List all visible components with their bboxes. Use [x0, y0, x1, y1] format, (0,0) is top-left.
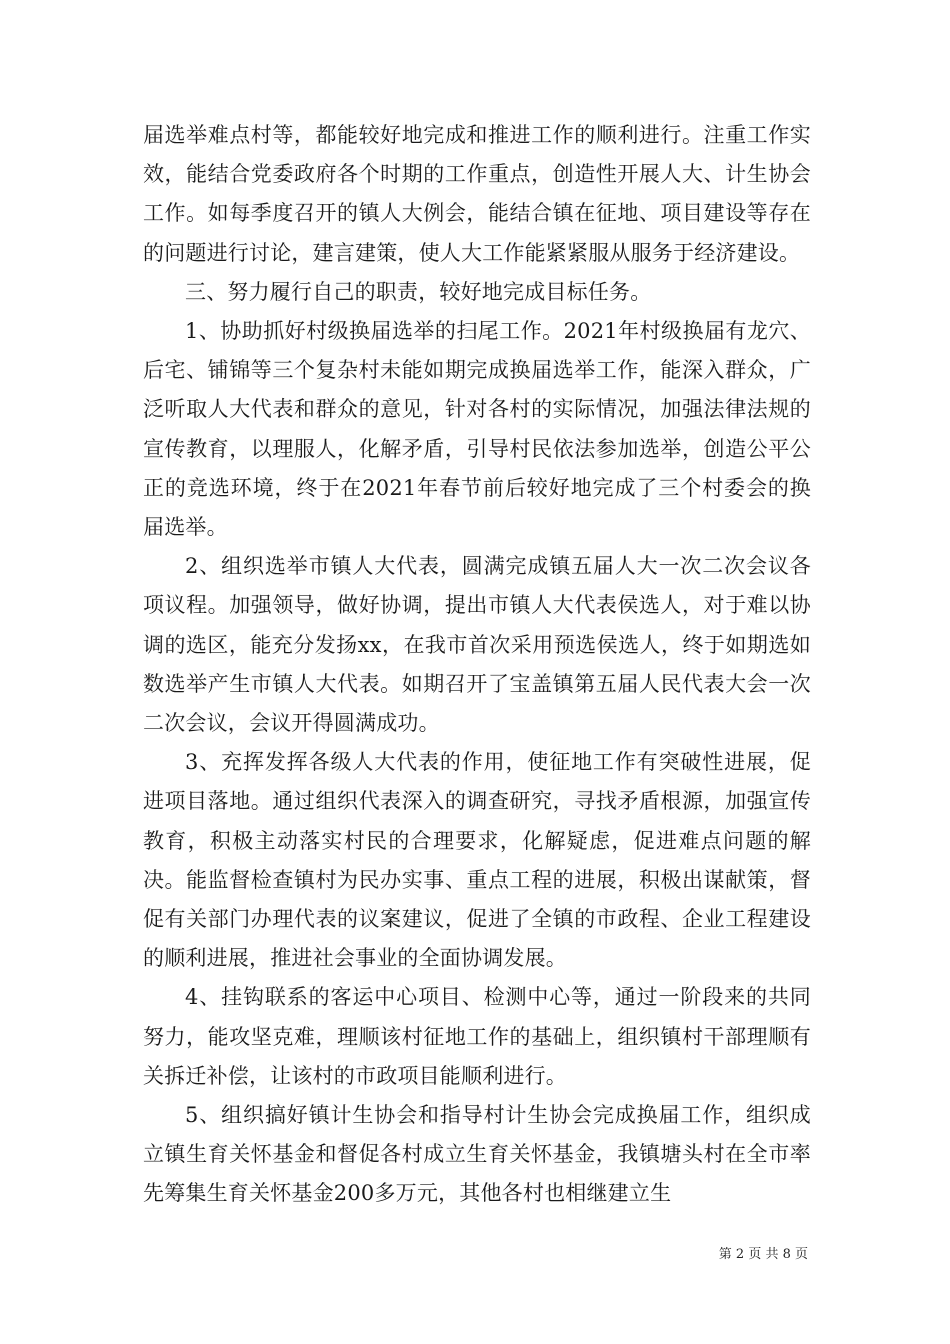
page-number-footer: 第 2 页 共 8 页 [718, 1247, 808, 1262]
document-body [143, 116, 811, 1214]
paragraph-continuation: 届选举难点村等，都能较好地完成和推进工作的顺利进行。注重工作实效，能结合党委政府各个时期的工作重点，创造性开展人大、计生协会工作。如每季度召开的镇人大例会，能结合镇在征地、项目建设等存在的问题进行讨论，建言建策，使人大工作能紧紧服从服务于经济建设。 [143, 123, 811, 265]
paragraph-item-2: 2、组织选举市镇人大代表，圆满完成镇五届人大一次二次会议各项议程。加强领导，做好协调，提出市镇人大代表侯选人，对于难以协调的选区，能充分发扬xx，在我市首次采用预选侯选人，终于如期选如数选举产生市镇人大代表。如期召开了宝盖镇第五届人民代表大会一次二次会议，会议开得圆满成功。 [143, 554, 811, 736]
paragraph-item-4: 4、挂钩联系的客运中心项目、检测中心等，通过一阶段来的共同努力，能攻坚克难，理顺该村征地工作的基础上，组织镇村干部理顺有关拆迁补偿，让该村的市政项目能顺利进行。 [143, 985, 811, 1088]
section-heading-three: 三、努力履行自己的职责，较好地完成目标任务。 [185, 279, 652, 304]
paragraph-item-3: 3、充挥发挥各级人大代表的作用，使征地工作有突破性进展，促进项目落地。通过组织代表深入的调查研究，寻找矛盾根源，加强宣传教育，积极主动落实村民的合理要求，化解疑虑，促进难点问题的解决。能监督检查镇村为民办实事、重点工程的进展，积极出谋献策，督促有关部门办理代表的议案建议，促进了全镇的市政程、企业工程建设的顺利进展，推进社会事业的全面协调发展。 [143, 750, 811, 971]
paragraph-item-5: 5、组织搞好镇计生协会和指导村计生协会完成换届工作，组织成立镇生育关怀基金和督促各村成立生育关怀基金，我镇塘头村在全市率先筹集生育关怀基金200多万元，其他各村也相继建立生 [143, 1103, 811, 1206]
paragraph-item-1: 1、协助抓好村级换届选举的扫尾工作。2021年村级换届有龙穴、后宅、铺锦等三个复杂村未能如期完成换届选举工作，能深入群众，广泛听取人大代表和群众的意见，针对各村的实际情况，加强法律法规的宣传教育，以理服人，化解矛盾，引导村民依法参加选举，创造公平公正的竞选环境，终于在2021年春节前后较好地完成了三个村委会的换届选举。 [143, 319, 811, 540]
